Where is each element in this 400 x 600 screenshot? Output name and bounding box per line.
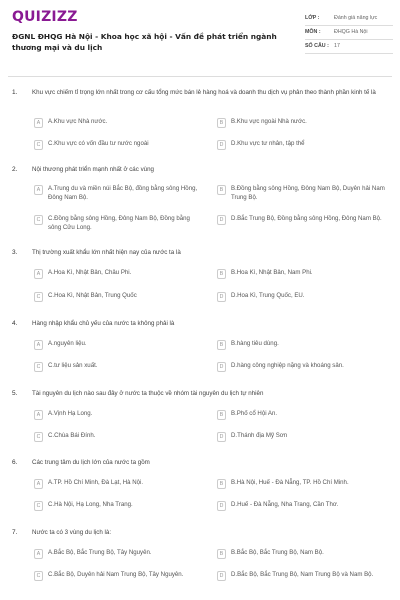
option-badge: B <box>217 340 226 350</box>
option-badge: C <box>34 292 43 302</box>
option-badge: B <box>217 185 226 195</box>
question-5 <box>12 390 392 450</box>
question-number: 3. <box>12 249 18 256</box>
option-badge: B <box>217 479 226 489</box>
meta-count <box>305 40 393 54</box>
option-badge: D <box>217 501 226 511</box>
meta-subject <box>305 26 393 40</box>
option-b[interactable] <box>217 269 386 279</box>
option-text: D.Bắc Bộ, Bắc Trung Bộ, Nam Trung Bộ và Nam Bộ. <box>231 571 374 578</box>
option-text: A.nguyên liệu. <box>48 340 87 347</box>
option-badge: A <box>34 118 43 128</box>
option-badge: A <box>34 269 43 279</box>
option-text: B.Hoa Kì, Nhật Bản, Nam Phi. <box>231 269 313 276</box>
option-text: B.Đồng bằng sông Hồng, Đông Nam Bộ, Duyên hải Nam Trung Bộ. <box>231 185 385 201</box>
option-badge: B <box>217 269 226 279</box>
option-text: D.Bắc Trung Bộ, Đồng bằng sông Hồng, Đông Nam Bộ. <box>231 215 382 222</box>
option-d[interactable] <box>217 140 386 150</box>
question-number: 2. <box>12 166 18 173</box>
option-c[interactable] <box>34 292 203 302</box>
option-b[interactable] <box>217 185 386 202</box>
option-badge: C <box>34 140 43 150</box>
option-b[interactable] <box>217 479 386 489</box>
option-text: C.Khu vực có vốn đầu tư nước ngoài <box>48 140 149 147</box>
option-badge: C <box>34 571 43 581</box>
question-7 <box>12 529 392 589</box>
question-text: Hàng nhập khẩu chủ yếu của nước ta không phải là <box>32 320 175 327</box>
question-3 <box>12 249 392 309</box>
option-text: D.Huế - Đà Nẵng, Nha Trang, Cần Thơ. <box>231 501 339 508</box>
meta-count-value: 17 <box>334 43 340 49</box>
option-badge: D <box>217 571 226 581</box>
option-badge: A <box>34 479 43 489</box>
meta-class-label: LỚP : <box>305 15 320 21</box>
option-badge: B <box>217 410 226 420</box>
option-badge: D <box>217 140 226 150</box>
quizizz-logo: QUIZIZZ <box>12 9 78 25</box>
option-text: C.Hà Nội, Hạ Long, Nha Trang. <box>48 501 133 508</box>
question-2 <box>12 166 392 242</box>
option-a[interactable] <box>34 479 203 489</box>
option-badge: A <box>34 340 43 350</box>
question-4 <box>12 320 392 380</box>
option-a[interactable] <box>34 410 203 420</box>
option-badge: D <box>217 362 226 372</box>
question-number: 1. <box>12 89 18 96</box>
option-d[interactable] <box>217 362 386 372</box>
option-c[interactable] <box>34 501 203 511</box>
option-d[interactable] <box>217 432 386 442</box>
question-text: Các trung tâm du lịch lớn của nước ta gồm <box>32 459 150 466</box>
question-number: 6. <box>12 459 18 466</box>
option-a[interactable] <box>34 269 203 279</box>
option-text: A.Bắc Bộ, Bắc Trung Bộ, Tây Nguyên. <box>48 549 152 556</box>
meta-subject-label: MÔN : <box>305 29 321 35</box>
option-badge: C <box>34 362 43 372</box>
option-text: D.Thánh địa Mỹ Sơn <box>231 432 288 439</box>
option-text: A.TP. Hồ Chí Minh, Đà Lạt, Hà Nội. <box>48 479 144 486</box>
option-a[interactable] <box>34 340 203 350</box>
option-badge: B <box>217 118 226 128</box>
option-d[interactable] <box>217 571 386 581</box>
option-text: B.Phố cổ Hội An. <box>231 410 278 417</box>
option-badge: C <box>34 215 43 225</box>
option-a[interactable] <box>34 118 203 128</box>
option-badge: A <box>34 549 43 559</box>
option-c[interactable] <box>34 362 203 372</box>
option-text: A.Hoa Kì, Nhật Bản, Châu Phi. <box>48 269 132 276</box>
question-number: 7. <box>12 529 18 536</box>
option-text: A.Trung du và miền núi Bắc Bộ, đồng bằng sông Hồng, Đông Nam Bộ. <box>48 185 198 201</box>
option-d[interactable] <box>217 292 386 302</box>
option-badge: A <box>34 410 43 420</box>
option-a[interactable] <box>34 185 203 202</box>
question-text: Khu vực chiếm tỉ trọng lớn nhất trong cơ cấu tổng mức bán lẻ hàng hoá và doanh thu dịch vụ phân theo thành phần kinh tế là <box>32 89 376 96</box>
option-c[interactable] <box>34 140 203 150</box>
option-text: D.Hoa Kì, Trung Quốc, EU. <box>231 292 305 299</box>
option-text: A.Vịnh Hạ Long. <box>48 410 93 417</box>
question-text: Thị trường xuất khẩu lớn nhất hiện nay của nước ta là <box>32 249 181 256</box>
option-c[interactable] <box>34 571 203 581</box>
option-badge: C <box>34 501 43 511</box>
worksheet-title: ĐGNL ĐHQG Hà Nội - Khoa học xã hội - Vấn đề phát triển ngành thương mại và du lịch <box>12 32 277 52</box>
option-badge: D <box>217 215 226 225</box>
option-badge: D <box>217 292 226 302</box>
option-d[interactable] <box>217 215 386 225</box>
option-text: B.Khu vực ngoài Nhà nước. <box>231 118 307 125</box>
meta-count-label: SỐ CÂU : <box>305 43 329 49</box>
meta-class-value: Đánh giá năng lực <box>334 15 378 21</box>
worksheet-meta <box>305 12 393 54</box>
option-text: A.Khu vực Nhà nước. <box>48 118 108 125</box>
option-b[interactable] <box>217 549 386 559</box>
option-b[interactable] <box>217 340 386 350</box>
option-badge: D <box>217 432 226 442</box>
option-text: C.Hoa Kì, Nhật Bản, Trung Quốc <box>48 292 137 299</box>
option-a[interactable] <box>34 549 203 559</box>
question-1 <box>12 89 392 159</box>
option-c[interactable] <box>34 432 203 442</box>
meta-subject-value: ĐHQG Hà Nội <box>334 29 368 35</box>
option-text: C.tư liệu sản xuất. <box>48 362 98 369</box>
question-text: Nước ta có 3 vùng du lịch là: <box>32 529 112 536</box>
meta-class <box>305 12 393 26</box>
option-b[interactable] <box>217 410 386 420</box>
option-text: D.hàng công nghiệp nặng và khoáng sản. <box>231 362 344 369</box>
question-number: 4. <box>12 320 18 327</box>
option-badge: B <box>217 549 226 559</box>
question-text: Nội thương phát triển mạnh nhất ở các vùng <box>32 166 154 173</box>
option-b[interactable] <box>217 118 386 128</box>
option-text: C.Chùa Bái Đính. <box>48 432 96 439</box>
option-text: C.Đồng bằng sông Hồng, Đông Nam Bộ, Đồng bằng sông Cửu Long. <box>48 215 190 231</box>
question-6 <box>12 459 392 519</box>
header-divider <box>8 76 392 77</box>
option-text: C.Bắc Bộ, Duyên hải Nam Trung Bộ, Tây Nguyên. <box>48 571 184 578</box>
option-text: B.hàng tiêu dùng. <box>231 340 279 347</box>
question-text: Tài nguyên du lịch nào sau đây ở nước ta thuộc về nhóm tài nguyên du lịch tự nhiên <box>32 390 264 397</box>
option-badge: A <box>34 185 43 195</box>
option-text: B.Bắc Bộ, Bắc Trung Bộ, Nam Bộ. <box>231 549 324 556</box>
option-badge: C <box>34 432 43 442</box>
question-number: 5. <box>12 390 18 397</box>
option-text: D.Khu vực tư nhân, tập thể <box>231 140 305 147</box>
option-d[interactable] <box>217 501 386 511</box>
option-text: B.Hà Nội, Huế - Đà Nẵng, TP. Hồ Chí Minh. <box>231 479 349 486</box>
option-c[interactable] <box>34 215 203 232</box>
